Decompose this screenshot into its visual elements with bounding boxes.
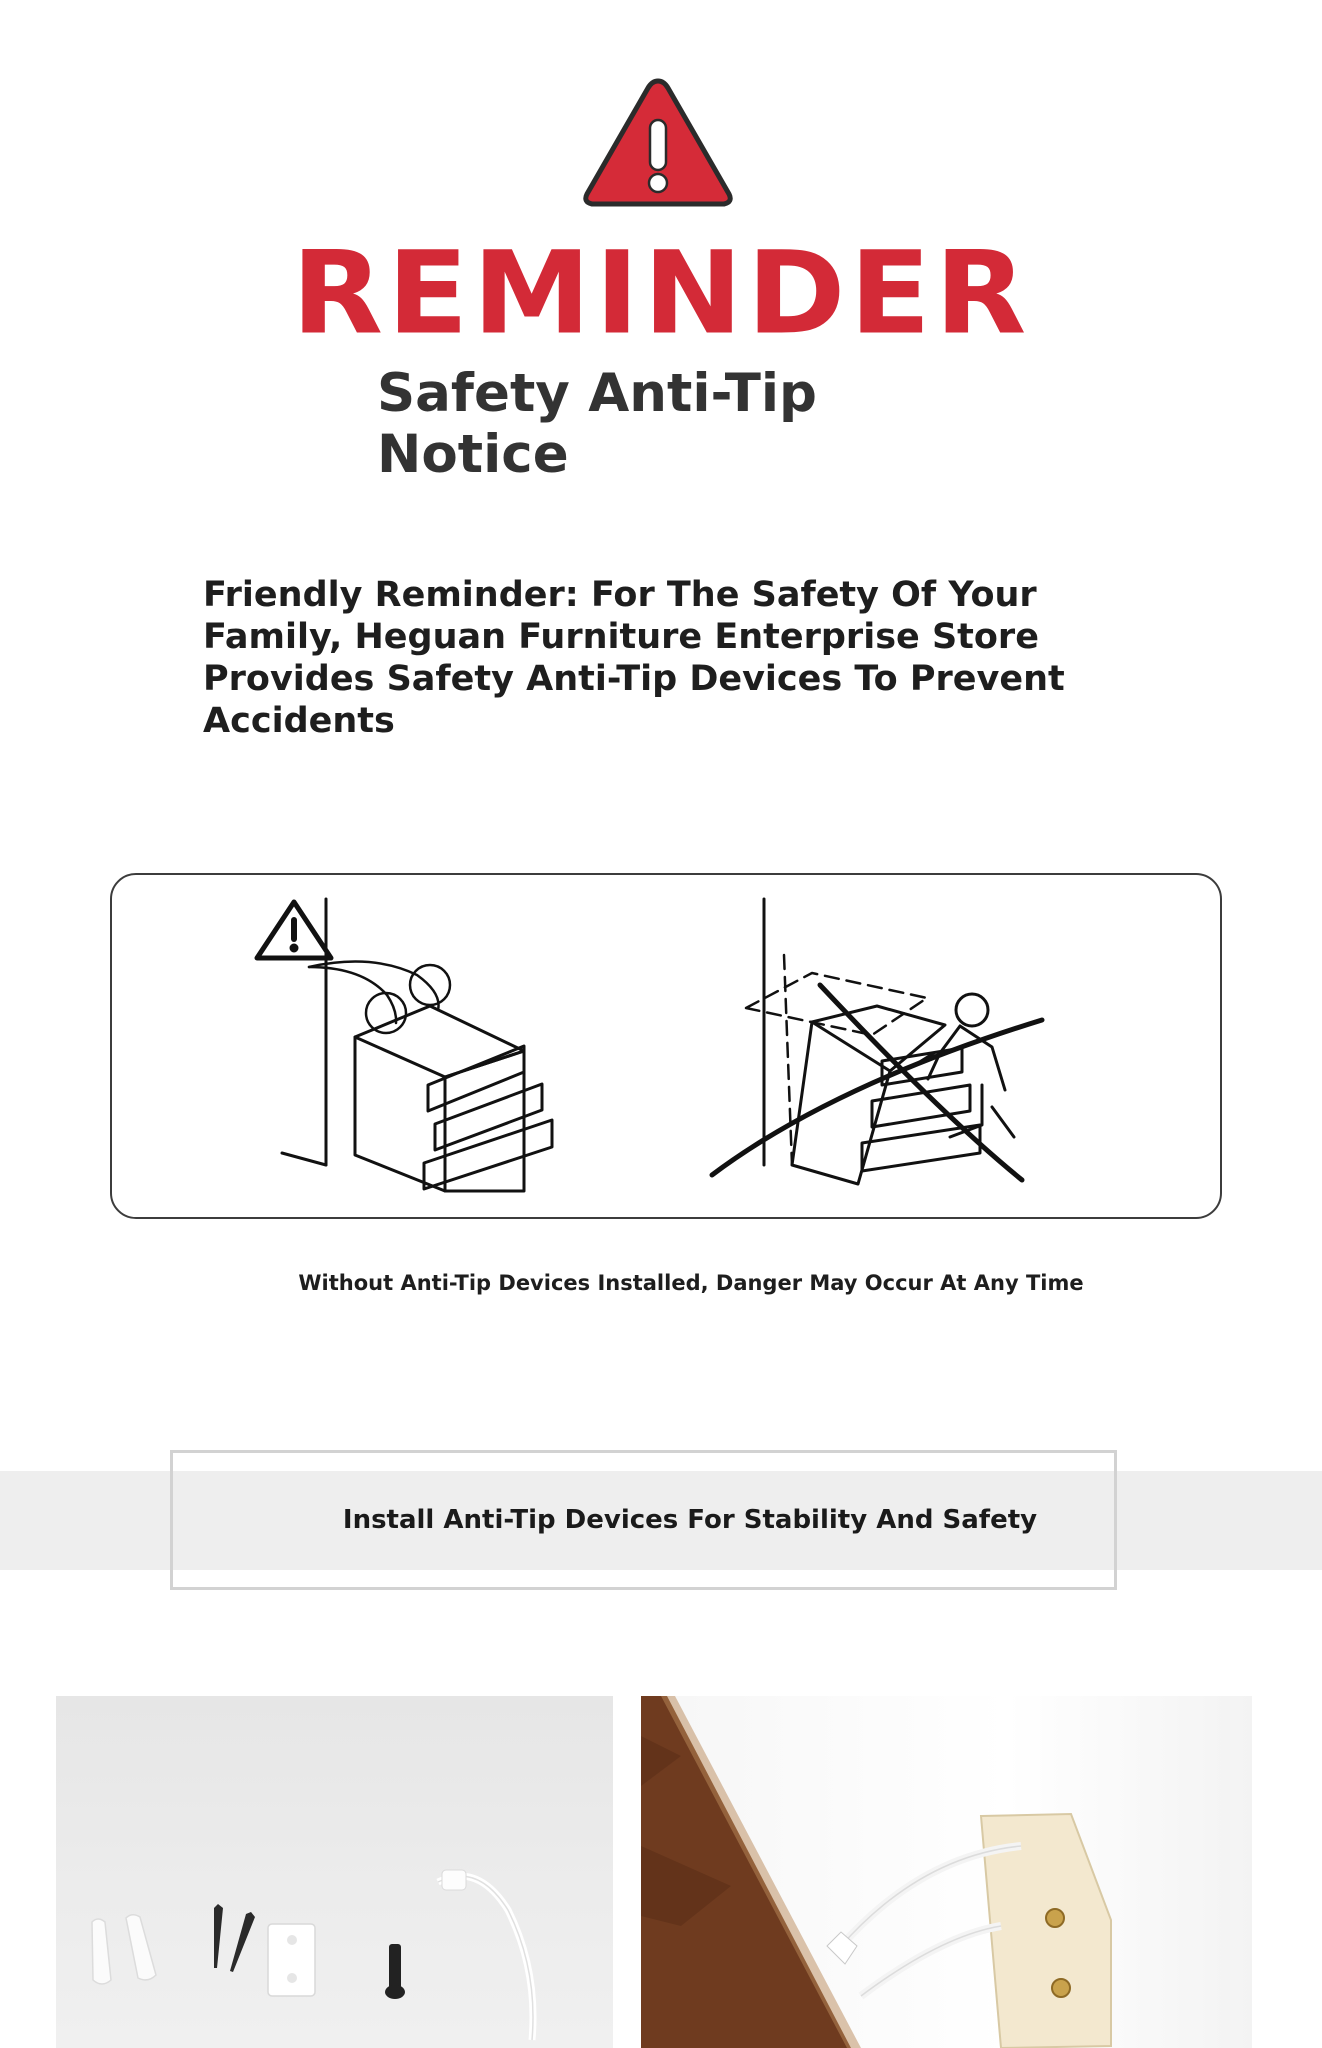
reminder-title: REMINDER: [291, 227, 1031, 361]
danger-caption: Without Anti-Tip Devices Installed, Danger May Occur At Any Time: [298, 1271, 1084, 1295]
installed-device-photo: [641, 1696, 1252, 2048]
notice-title: Safety Anti-Tip Notice: [377, 363, 817, 485]
hardware-kit-photo: [56, 1696, 613, 2048]
install-caption: Install Anti-Tip Devices For Stability And Safety: [342, 1505, 1038, 1535]
tipping-dresser-drawing: [712, 899, 1042, 1184]
anchored-dresser-drawing: [257, 899, 552, 1191]
warning-triangle-icon: [581, 75, 735, 212]
friendly-reminder-text: Friendly Reminder: For The Safety Of Your Family, Heguan Furniture Enterprise Store Provides Safety Anti-Tip Devices To Prevent Accidents: [203, 575, 1065, 741]
anti-tip-illustration: [110, 873, 1222, 1219]
